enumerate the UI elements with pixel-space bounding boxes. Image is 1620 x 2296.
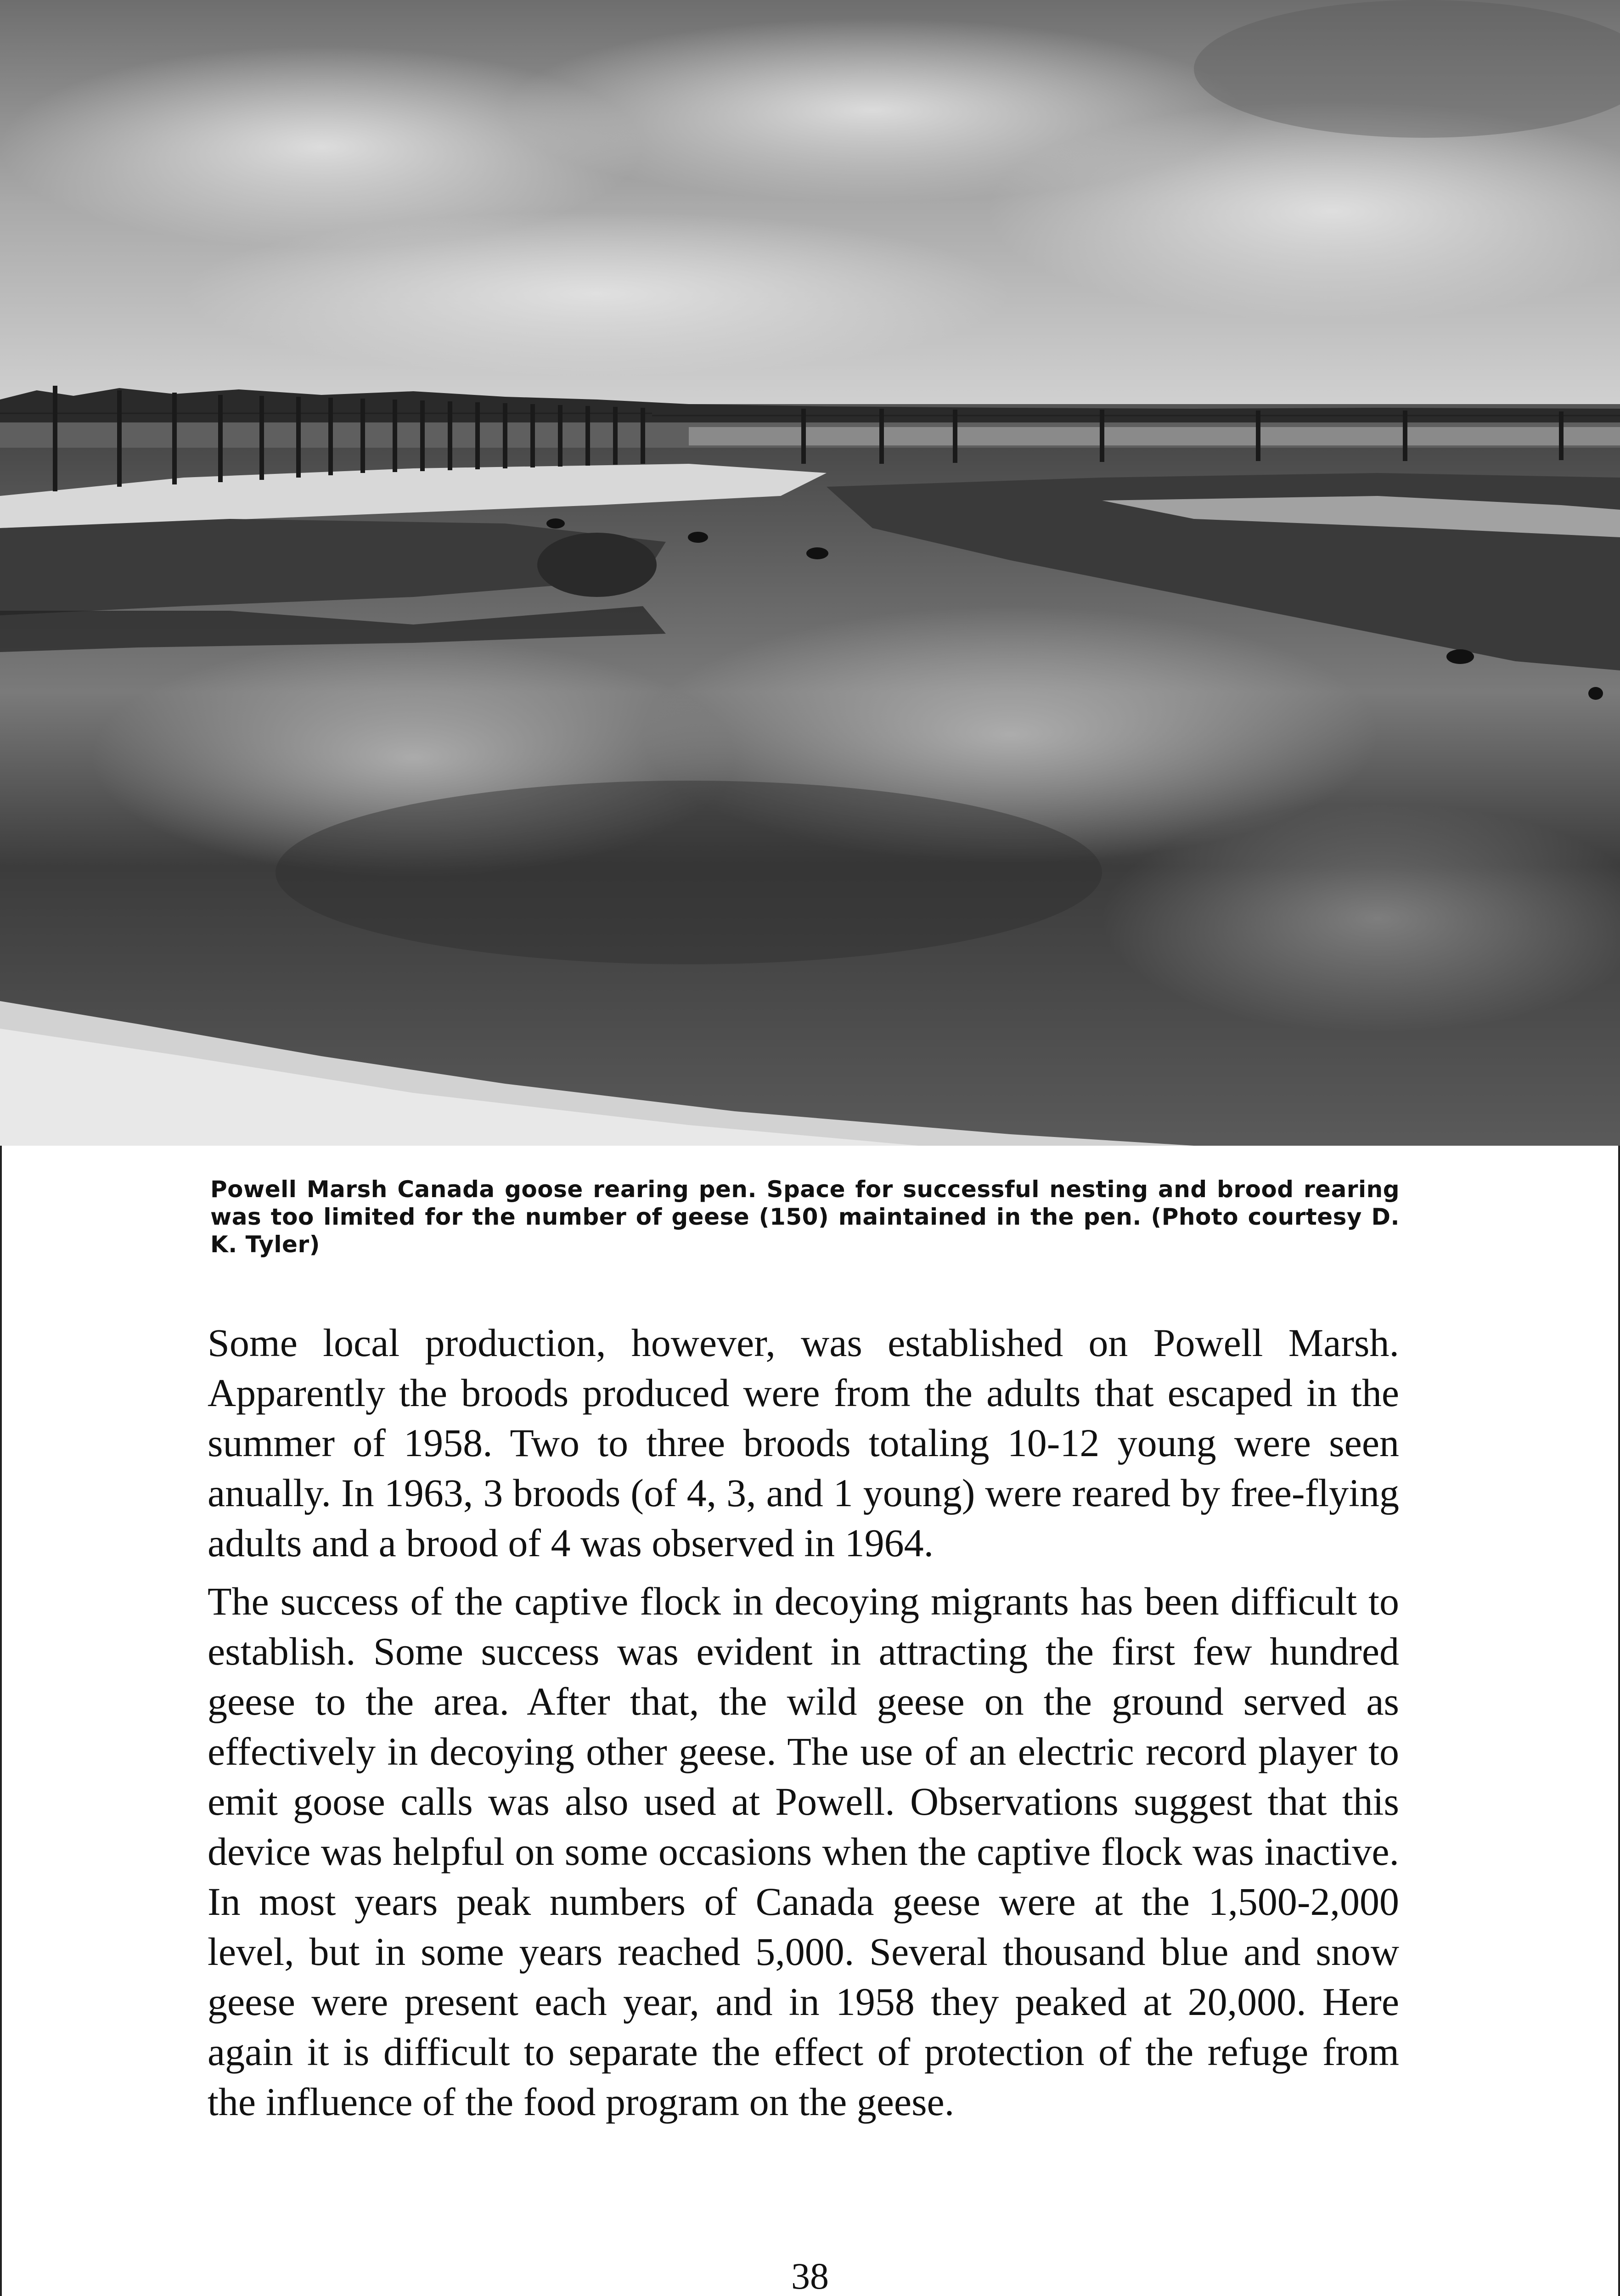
paragraph: The success of the captive flock in decoying migrants has been difficult to establish. Some success was evident in attracting the first few hundred geese to the area. After that, the wild geese on the ground served as effectively in decoying other geese. The use of an electric record player to emit goose calls was also used at Powell. Observations suggest that this device was helpful on some occasions when the captive flock was inactive. In most years peak numbers of Canada geese were at the 1,500-2,000 level, but in some years reached 5,000. Several thousand blue and snow geese were present each year, and in 1958 they peaked at 20,000. Here again it is difficult to separate the effect of protection of the refuge from the influence of the food program on the geese.	[208, 1579, 1399, 2124]
paragraph: Some local production, however, was established on Powell Marsh. Apparently the broods produced were from the adults that escaped in the summer of 1958. Two to three broods totaling 10-12 young were seen anually. In 1963, 3 broods (of 4, 3, and 1 young) were reared by free-flying adults and a brood of 4 was observed in 1964.	[208, 1321, 1399, 1565]
page-number: 38	[791, 2255, 829, 2296]
marsh-photo-illustration	[0, 0, 1620, 1146]
photo-caption: Powell Marsh Canada goose rearing pen. Space for successful nesting and brood rearing was too limited for the number of geese (150) maintained in the pen. (Photo courtesy D. K. Tyler)	[210, 1176, 1400, 1258]
body-text	[208, 1318, 1399, 2127]
marsh-photo	[0, 0, 1620, 1146]
